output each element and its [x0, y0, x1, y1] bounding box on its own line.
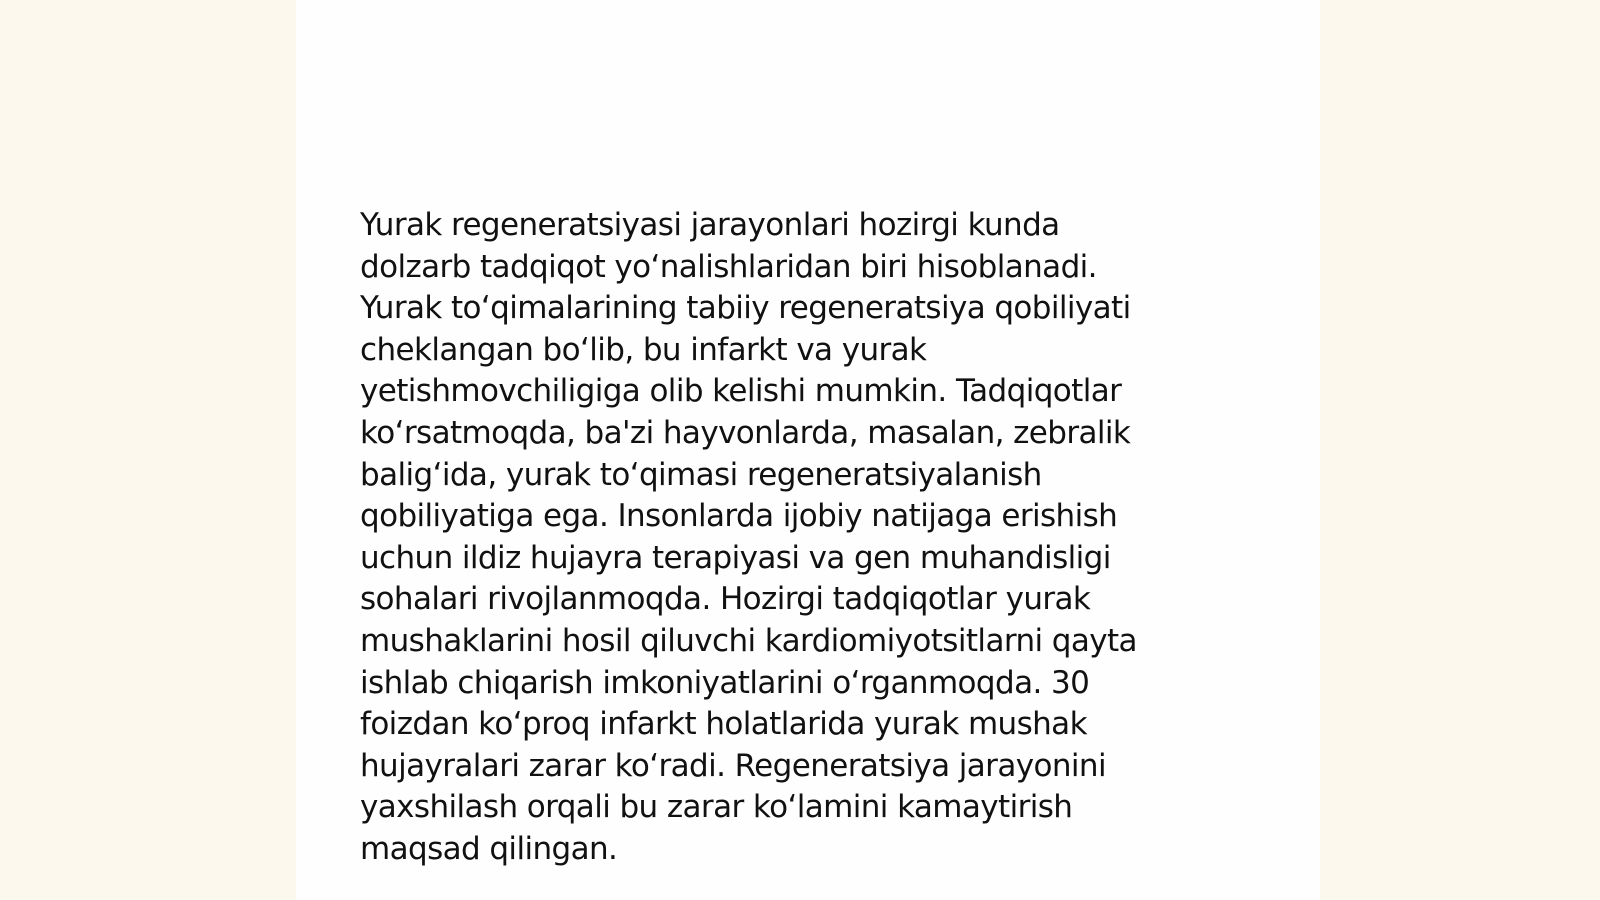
- paragraph-line: dolzarb tadqiqot yo‘nalishlaridan biri hisoblanadi.: [360, 248, 1097, 285]
- paragraph-line: uchun ildiz hujayra terapiyasi va gen muhandisligi: [360, 539, 1111, 576]
- paragraph-line: mushaklarini hosil qiluvchi kardiomiyotsitlarni qayta: [360, 622, 1137, 659]
- paragraph-line: ishlab chiqarish imkoniyatlarini o‘rganmoqda. 30: [360, 664, 1090, 701]
- paragraph-line: Yurak regeneratsiyasi jarayonlari hozirgi kunda: [360, 207, 1060, 243]
- paragraph-line: ko‘rsatmoqda, ba'zi hayvonlarda, masalan, zebralik: [360, 414, 1131, 451]
- paragraph-line: balig‘ida, yurak to‘qimasi regeneratsiyalanish: [360, 456, 1042, 493]
- document-page: [296, 0, 1320, 900]
- paragraph-line: yaxshilash orqali bu zarar ko‘lamini kamaytirish: [360, 789, 1073, 826]
- paragraph-line: cheklangan bo‘lib, bu infarkt va yurak: [360, 331, 927, 368]
- paragraph-line: maqsad qilingan.: [360, 830, 618, 867]
- paragraph-line: sohalari rivojlanmoqda. Hozirgi tadqiqotlar yurak: [360, 581, 1091, 618]
- paragraph-line: Yurak to‘qimalarining tabiiy regeneratsiya qobiliyati: [360, 290, 1131, 327]
- paragraph-line: yetishmovchiligiga olib kelishi mumkin. Tadqiqotlar: [360, 373, 1122, 410]
- body-paragraph: [360, 205, 1220, 871]
- paragraph-line: foizdan ko‘proq infarkt holatlarida yurak mushak: [360, 706, 1087, 743]
- paragraph-line: qobiliyatiga ega. Insonlarda ijobiy natijaga erishish: [360, 498, 1118, 535]
- paragraph-line: hujayralari zarar ko‘radi. Regeneratsiya jarayonini: [360, 747, 1106, 784]
